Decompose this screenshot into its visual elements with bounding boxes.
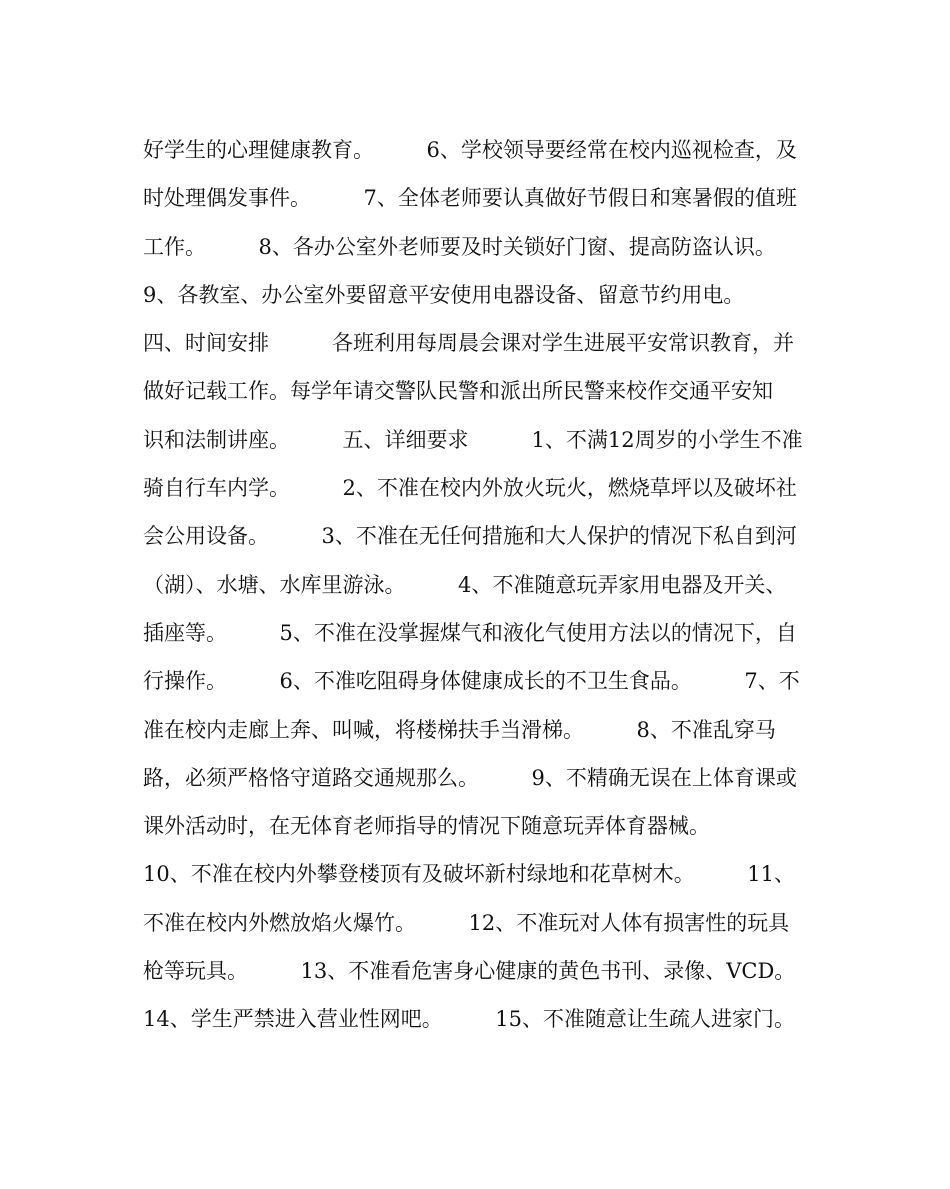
text-line: 时处理偶发事件。 7、全体老师要认真做好节假日和寒暑假的值班 (143, 186, 797, 211)
text-line: 会公用设备。 3、不准在无任何措施和大人保护的情况下私自到河 (143, 524, 797, 549)
text-line: 识和法制讲座。 五、详细要求 1、不满12周岁的小学生不准 (143, 427, 803, 452)
text-line: 枪等玩具。 13、不准看危害身心健康的黄色书刊、录像、VCD。 (143, 959, 796, 984)
text-line: 不准在校内外燃放焰火爆竹。 12、不准玩对人体有损害性的玩具 (143, 910, 790, 935)
text-line: 好学生的心理健康教育。 6、学校领导要经常在校内巡视检查，及 (143, 138, 797, 162)
text-line: 10、不准在校内外攀登楼顶有及破坏新村绿地和花草树木。 11、 (143, 862, 795, 887)
text-line: 课外活动时，在无体育老师指导的情况下随意玩弄体育器械。 (143, 814, 710, 839)
text-line: 9、各教室、办公室外要留意平安使用电器设备、留意节约用电。 (143, 282, 745, 307)
text-line: 工作。 8、各办公室外老师要及时关锁好门窗、提高防盗认识。 (143, 234, 776, 259)
text-line: （湖）、水塘、水库里游泳。 4、不准随意玩弄家用电器及开关、 (143, 572, 787, 597)
text-line: 做好记载工作。每学年请交警队民警和派出所民警来校作交通平安知 (143, 379, 773, 404)
text-line: 14、学生严禁进入营业性网吧。 15、不准随意让生疏人进家门。 (143, 1007, 795, 1032)
text-line: 路，必须严格恪守道路交通规那么。 9、不精确无误在上体育课或 (143, 765, 797, 790)
text-line: 骑自行车内学。 2、不准在校内外放火玩火，燃烧草坪以及破坏社 (143, 476, 797, 501)
text-line: 四、时间安排 各班利用每周晨会课对学生进展平安常识教育，并 (143, 331, 794, 356)
text-line: 行操作。 6、不准吃阻碍身体健康成长的不卫生食品。 7、不 (143, 669, 800, 694)
document-body (143, 126, 823, 1044)
text-line: 插座等。 5、不准在没掌握煤气和液化气使用方法以的情况下，自 (143, 620, 797, 645)
text-line: 准在校内走廊上奔、叫喊，将楼梯扶手当滑梯。 8、不准乱穿马 (143, 717, 776, 742)
